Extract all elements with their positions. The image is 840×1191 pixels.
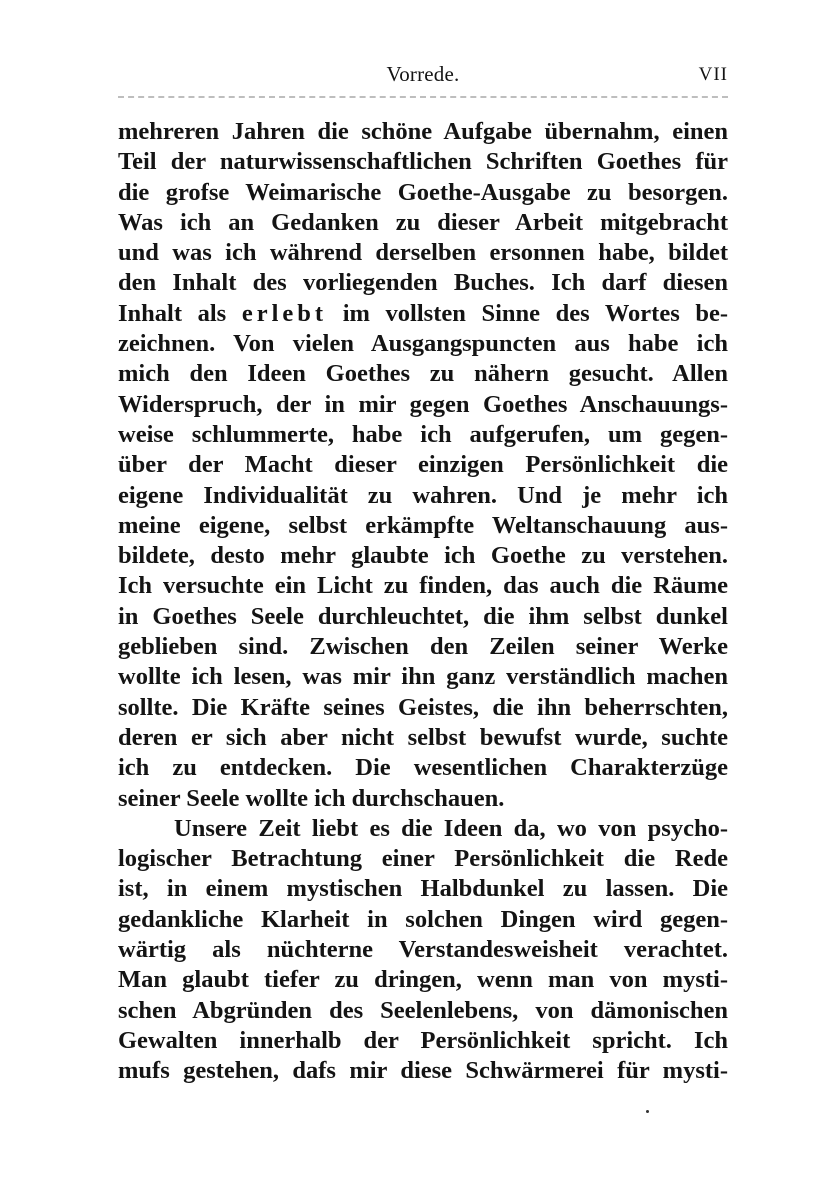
header-rule — [118, 96, 728, 98]
text-line: Widerspruch, der in mir gegen Goethes Anschauungs- — [118, 390, 728, 418]
text-line: mich den Ideen Goethes zu nähern gesucht. Allen — [118, 360, 728, 388]
text-line: wollte ich lesen, was mir ihn ganz verständlich machen — [118, 663, 728, 691]
text-line: seiner Seele wollte ich durchschauen. — [118, 784, 505, 812]
text-line: mehreren Jahren die schöne Aufgabe übernahm, einen — [118, 118, 728, 145]
text-line: deren er sich aber nicht selbst bewufst wurde, suchte — [118, 723, 728, 751]
text-line: ich zu entdecken. Die wesentlichen Charakterzüge — [118, 754, 728, 782]
text-line: meine eigene, selbst erkämpfte Weltanschauung aus- — [118, 511, 728, 539]
page-number: VII — [698, 64, 728, 85]
text-line: die grofse Weimarische Goethe-Ausgabe zu besorgen. — [118, 178, 728, 206]
text-line — [118, 299, 728, 329]
text-line: sollte. Die Kräfte seines Geistes, die ihn beherrschten, — [118, 693, 728, 721]
text-line: schen Abgründen des Seelenlebens, von dämonischen — [118, 996, 728, 1024]
text-line: geblieben sind. Zwischen den Zeilen seiner Werke — [118, 633, 728, 661]
text-line: mufs gestehen, dafs mir diese Schwärmerei für mysti- — [118, 1057, 728, 1085]
text-line: logischer Betrachtung einer Persönlichkeit die Rede — [118, 845, 728, 873]
body-text — [118, 117, 728, 1087]
running-head — [118, 62, 728, 88]
text-line: weise schlummerte, habe ich aufgerufen, um gegen- — [118, 420, 728, 448]
text-line: eigene Individualität zu wahren. Und je mehr ich — [118, 481, 728, 509]
text-line: gedankliche Klarheit in solchen Dingen wird gegen- — [118, 905, 728, 933]
text-line: Ich versuchte ein Licht zu finden, das auch die Räume — [118, 572, 728, 600]
text-line: über der Macht dieser einzigen Persönlichkeit die — [118, 451, 728, 479]
emphasized-word: erlebt — [241, 299, 328, 327]
text-line: Gewalten innerhalb der Persönlichkeit spricht. Ich — [118, 1026, 728, 1054]
text-line: Was ich an Gedanken zu dieser Arbeit mitgebracht — [118, 208, 728, 236]
text-line: Unsere Zeit liebt es die Ideen da, wo von psycho- — [174, 814, 728, 842]
text-line: den Inhalt des vorliegenden Buches. Ich darf diesen — [118, 269, 728, 297]
running-title: Vorrede. — [386, 62, 460, 86]
text-line: ist, in einem mystischen Halbdunkel zu lassen. Die — [118, 875, 728, 903]
text-line: bildete, desto mehr glaubte ich Goethe zu verstehen. — [118, 542, 728, 570]
text-line: zeichnen. Von vielen Ausgangspuncten aus habe ich — [118, 330, 728, 358]
ink-speck — [646, 1110, 649, 1113]
text-segment: Inhalt als — [118, 299, 242, 327]
text-line: wärtig als nüchterne Verstandesweisheit verachtet. — [118, 936, 728, 964]
text-segment: im vollsten Sinne des Wortes be- — [327, 299, 729, 327]
text-line: in Goethes Seele durchleuchtet, die ihm selbst dunkel — [118, 602, 728, 630]
text-line: Teil der naturwissenschaftlichen Schriften Goethes für — [118, 148, 728, 176]
text-line: Man glaubt tiefer zu dringen, wenn man von mysti- — [118, 966, 728, 994]
text-line: und was ich während derselben ersonnen habe, bildet — [118, 239, 728, 267]
